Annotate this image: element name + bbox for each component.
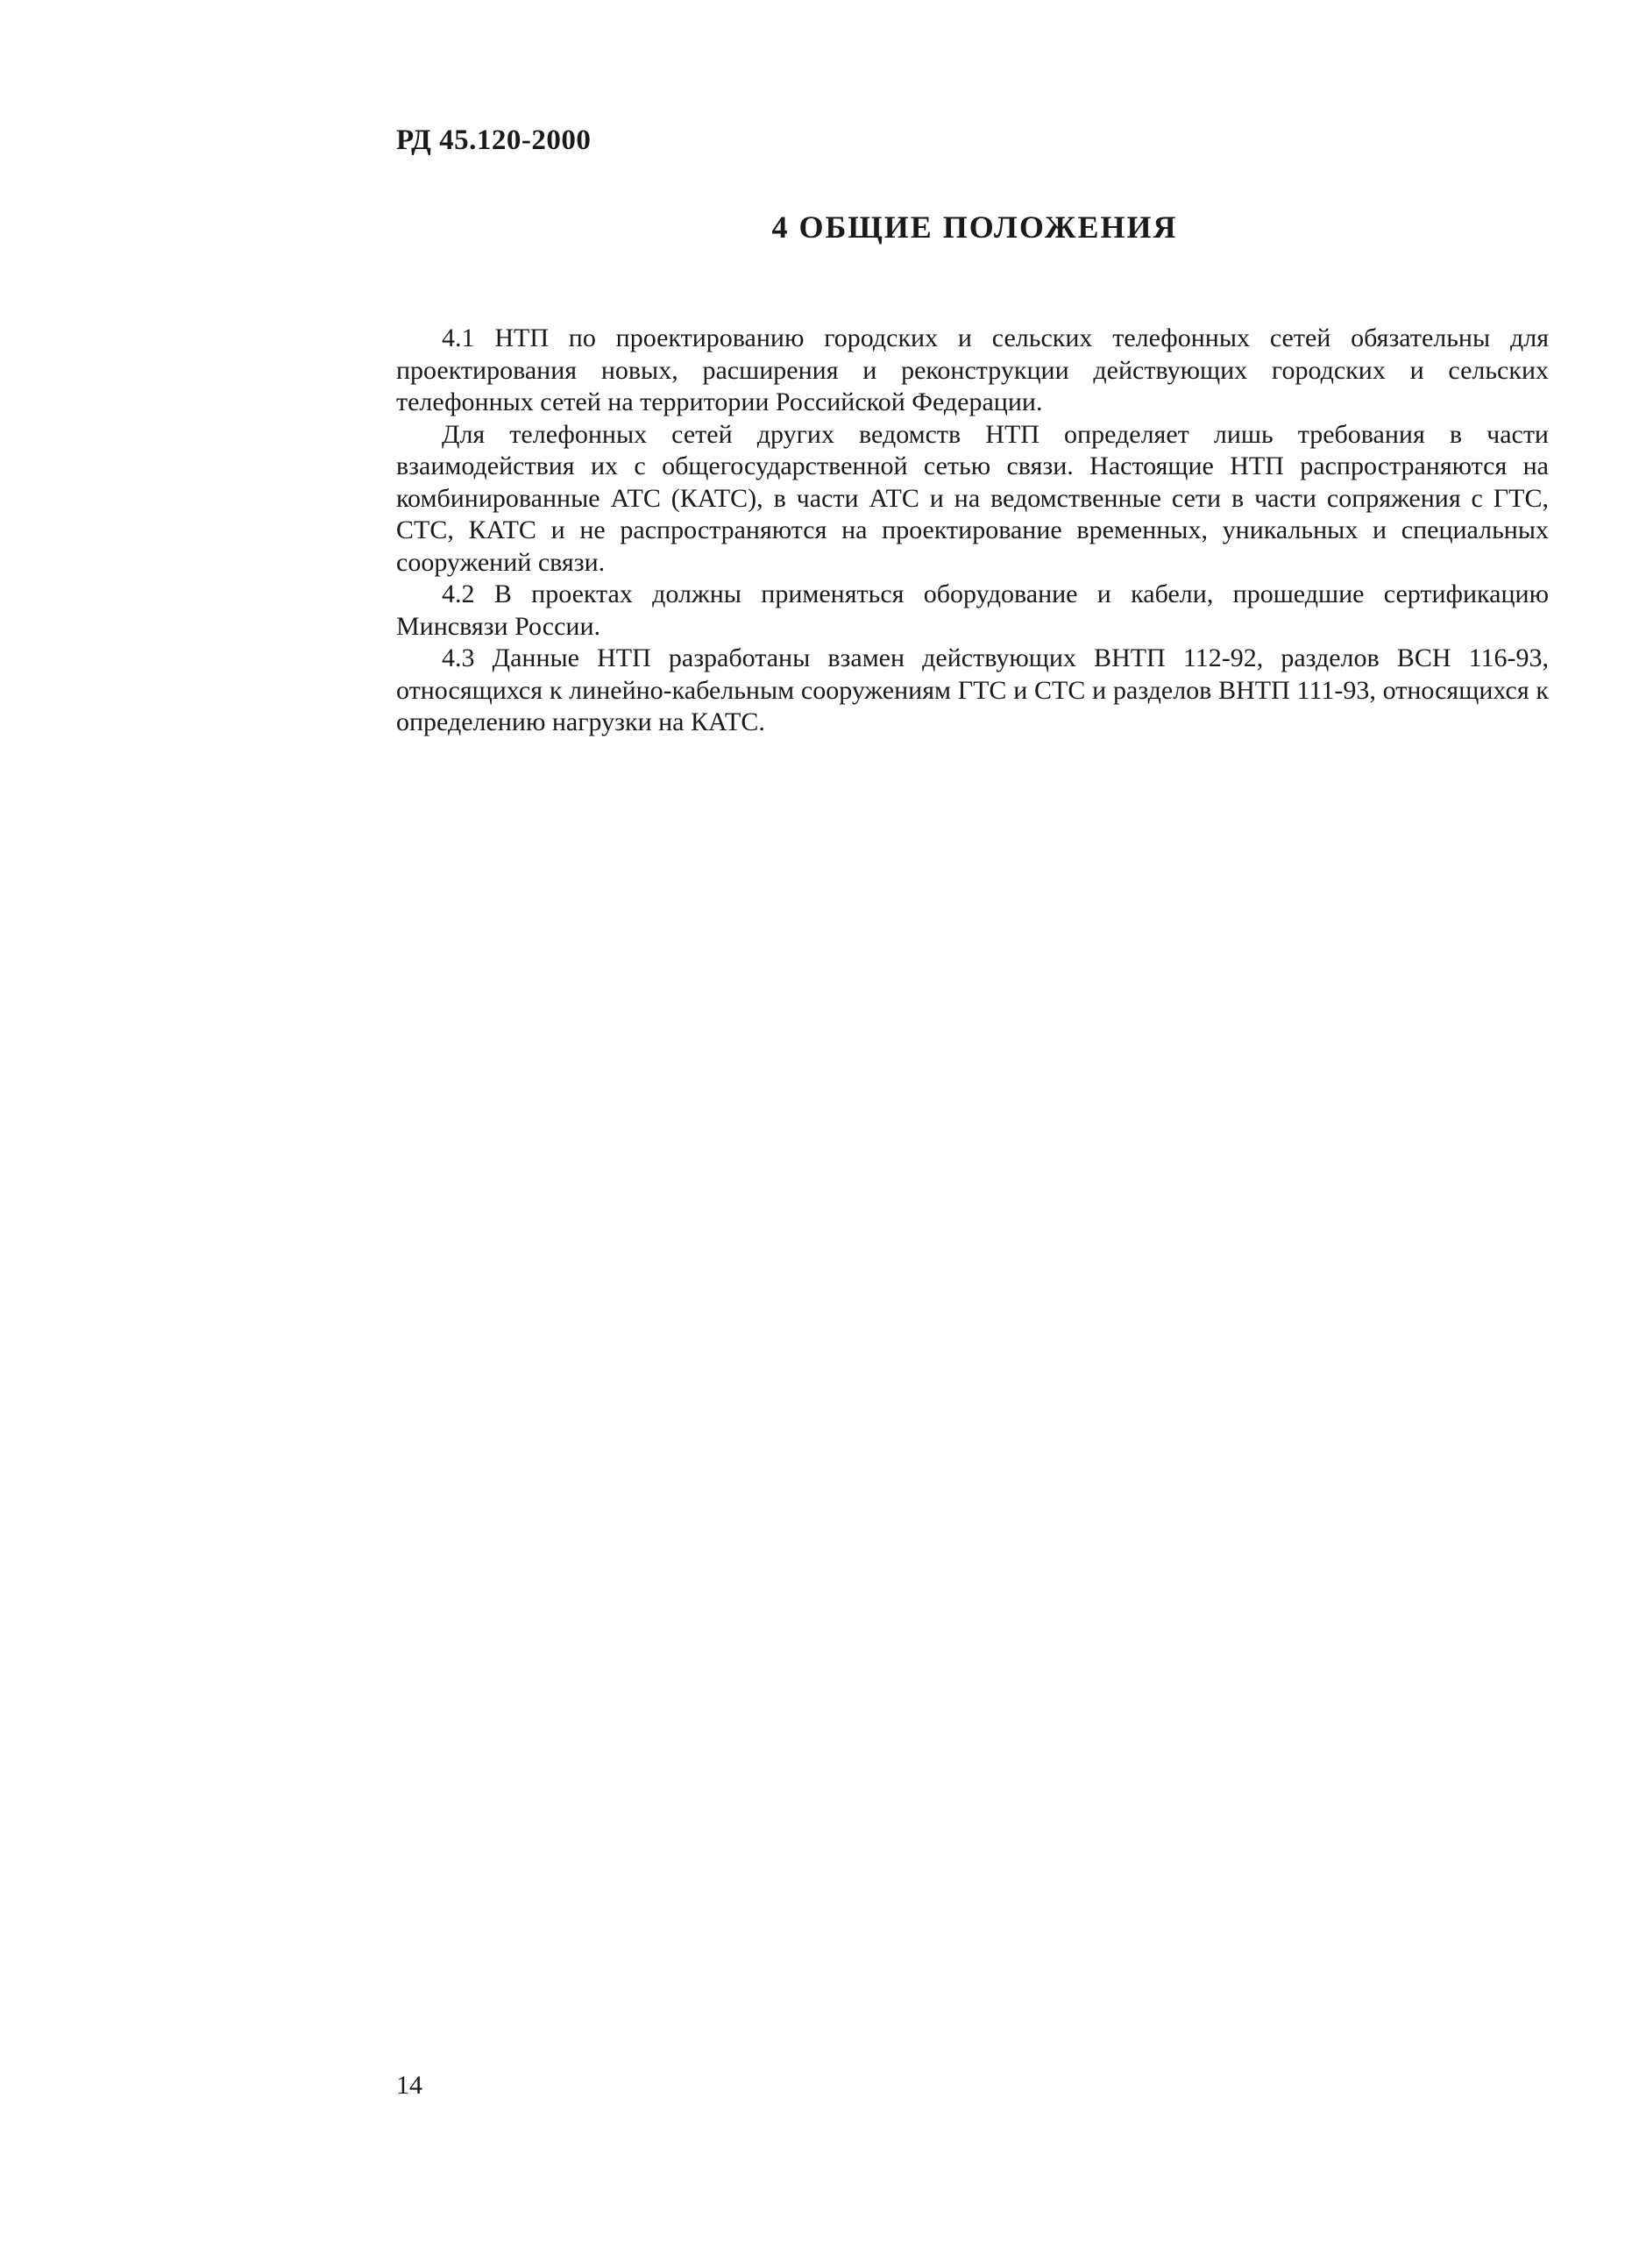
- paragraph-scope: Для телефонных сетей других ведомств НТП определяет лишь требования в части взаимодействия их с общегосударственной сетью связи. Настоящие НТП распространяются на комбинированные АТС (КАТС), в части АТС и на ведомственные сети в части сопряжения с ГТС, СТС, КАТС и не распространяются на проектирование временных, уникальных и специальных сооружений связи.: [396, 419, 1549, 577]
- paragraph-4-3: 4.3 Данные НТП разработаны взамен действующих ВНТП 112-92, разделов ВСН 116-93, относящихся к линейно-кабельным сооружениям ГТС и СТС и разделов ВНТП 111-93, относящихся к определению нагрузки на КАТС.: [396, 643, 1549, 736]
- section-body: [396, 323, 1549, 739]
- page-number: 14: [396, 2071, 422, 2100]
- section-title: 4 ОБЩИЕ ПОЛОЖЕНИЯ: [771, 210, 1178, 245]
- paragraph-4-1: 4.1 НТП по проектированию городских и сельских телефонных сетей обязательны для проектирования новых, расширения и реконструкции действующих городских и сельских телефонных сетей на территории Российской Федерации.: [396, 323, 1549, 416]
- document-code: РД 45.120-2000: [396, 124, 592, 156]
- paragraph-4-2: 4.2 В проектах должны применяться оборудование и кабели, прошедшие сертификацию Минсвязи России.: [396, 579, 1549, 641]
